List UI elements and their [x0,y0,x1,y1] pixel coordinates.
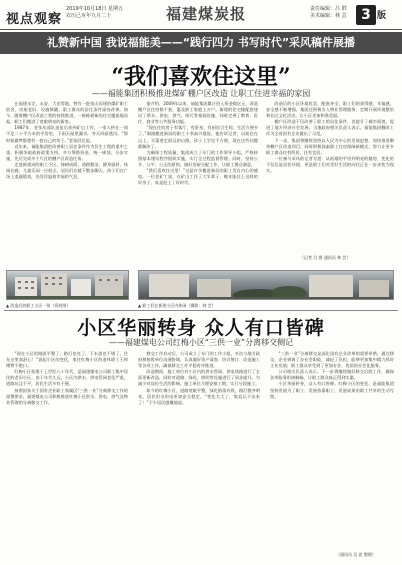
article1-column-2 [138,101,258,268]
paragraph: “三供一业”分离移交是深化国有企业改革的重要举措。通过移交，企业剥离了办社会职能，减轻了负担，能够更加集中精力抓好主业发展；职工群众享受到了更加专业、优质的社会化服务。 [270,351,394,369]
date-line: 2019年10月18日 星期五 [66,6,124,12]
section-divider [4,310,398,311]
article2-headline: 小区华丽转身 众人有口皆碑 [77,317,325,339]
paragraph: 1987年，老张从部队退伍后来到矿山工作，一家人挤在一间不足二十平方米的平房里，下雨天屋里漏水，冬天四面透风。“那时候做梦都想有一套自己的房子。”老张回忆说。 [6,125,128,143]
paragraph: 近年来，福能集团把改善职工居住条件作为民生工程的重中之重，积极争取政府政策支持，多方筹措资金，统一规划、分步实施，先后完成多个片区的棚户区改造任务。 [6,143,128,161]
article1-column-1 [6,101,128,268]
paragraph: 公司相关负责人表示，下一步将继续做好移交后续工作，确保各项服务衔接顺畅，让职工群众真正得到实惠。 [270,369,394,381]
issue-date [66,6,123,20]
photo1-caption: ▲ 改造后的职工小区一角（资料图） [6,303,71,308]
editor-credits [310,6,347,20]
editor-line: 责任编辑：吕 群 [310,6,347,12]
article1-subhead: ——福能集团积极推进煤矿棚户区改造 让职工住进幸福的家园 [91,89,311,98]
paragraph: 红梅小区始建于上世纪八十年代，是福建煤电公司职工集中居住的老旧小区。由于年代久远，小区内供水、供电管网老化严重，道路坑洼不平，居民生活多有不便。 [6,369,128,387]
page-number: 3 [356,5,376,25]
paragraph: 如今的红梅小区，道路宽敞平整，绿化错落有致，路灯整齐明亮，居民用水用电更加安全稳定。“变化太大了，简直认不出来了！”不少居民感慨地说。 [138,387,260,405]
paragraph: 据介绍，2009年以来，福能集团累计投入资金数亿元，改造棚户区住房数千套，惠及职工家庭上万户。新建的住宅楼配套建设了供水、供电、供气、排污等基础设施，同时完善了教育、医疗、商业等公共服务功能。 [138,101,258,125]
article2-column-1 [6,351,128,559]
paragraph: 走进新建成的职工小区，绿树成荫，道路整洁，健身器材、休闲长廊、儿童乐园一应俱全。居民们在楼下散步聊天，孩子们在广场上追逐嬉戏，处处洋溢着幸福的气息。 [6,161,128,180]
paragraph: “我们喜欢住这里！”这是许多搬进新居的职工发自内心的感叹。一位老矿工说，在矿山工作了大半辈子，晚年能住上这样的好房子，真是赶上了好时代。 [138,168,258,186]
paragraph: 在福建永定、永安、大田等地，曾有一批依山而建的煤矿职工宿舍，房屋老旧、设施简陋，职工群众的居住条件亟待改善。如今，随着棚户区改造工程的持续推进，一栋栋崭新的住宅楼拔地而起，职工们搬进了宽敞明亮的新家。 [6,101,128,125]
paragraph: 棚户区改造不仅改善了职工的居住条件，也提升了城市面貌，促进了地方经济社会发展。当地政府相关负责人表示，福能集团棚改工作为全省国有企业做出了示范。 [266,119,394,137]
paragraph: 改造后的小区环境优美，配套齐全，职工们的获得感、幸福感、安全感不断增强。集团还积极引入物业管理服务，定期开展环境整治和社区文化活动，让小区更加和谐美丽。 [266,101,394,119]
article2-column-3 [270,351,394,547]
paragraph: 一位参与采风的记者写道：从低矮的平房到明亮的楼房，变化的不仅仅是居住环境，更是职工们对美好生活的向往正在一步步变为现实。 [266,155,394,174]
art-editor-line: 美术编辑：林 芸 [310,13,347,19]
photo2-caption: ▲ 职工们在新建小区内休闲（摄影：林 芸） [138,303,216,308]
paragraph: 按照国家关于国有企业职工家属区“三供一业”分离移交工作的部署要求，福建煤电公司积极推进红梅小区供水、供电、供气及物业管理的分离移交工作。 [6,387,128,405]
apartment-buildings-image [7,271,129,300]
article1-headline: “我们喜欢住这里” [111,64,291,90]
paragraph: 小区华丽转身，众人有口皆碑。红梅小区的变化，是福能集团坚持发展为了职工、发展依靠职工、发展成果由职工共享的生动写照。 [270,381,394,399]
section-title: 视点观察 [6,12,63,27]
residents-courtyard-image [139,271,394,300]
feature-banner: 礼赞新中国 我说福能美——“践行四力 书写时代”采风稿件展播 [0,32,402,54]
paragraph: “现在小区的路面平整了，路灯也亮了，下水道也不堵了，住在这里真舒心！”说起小区的变化，家住红梅小区的退休职工王师傅赞不绝口。 [6,351,128,369]
article1-byline: （记者 吕 群 通讯员 林 芸） [300,255,351,260]
lunar-date-line: 农历己亥年九月二十 [66,13,112,19]
housing-photo-1 [6,270,129,300]
page-label: 版 [377,11,387,21]
article1-column-3 [266,101,394,251]
article2-subhead: ——福建煤电公司红梅小区“三供一业”分离移交侧记 [108,338,294,347]
article2-column-2 [138,351,260,559]
paragraph: 移交工作启动后，公司成立了专门的工作小组，多次与地方政府和接收单位沟通协调，认真做好资产清查、协议签订、改造施工等各项工作，确保移交工作平稳有序推进。 [138,351,260,369]
housing-photo-2 [138,270,394,300]
article2-byline: （通讯员 吴 思 整理） [336,552,376,557]
masthead: 福建煤炭报 [166,5,247,23]
paragraph: 为确保工程质量，集团成立了专门的工作领导小组，严格按照基本建设程序组织实施，实行全过程监督管理。同时，坚持公开、公平、公正的原则，做好房屋分配工作，让职工群众满意。 [138,149,258,167]
paragraph: 改造期间，施工单位对小区内的供水管网、供电线路进行了全面更新改造，同时对道路、绿化、照明等设施进行了同步提升。为减少对居民生活的影响，施工单位合理安排工期，实行分段施工。 [138,369,260,387]
page-header [0,0,402,30]
paragraph: “现在住的房子有客厅、有卧室、有厨房卫生间，生活方便多了。”刚刚搬进新居的职工小李高兴地说。他告诉记者，以前住在山上，买菜要走很远的山路，孩子上学也不方便，现在这些问题都解决了。 [138,125,258,149]
page-number-box [356,5,396,25]
paragraph: 下一步，集团将继续坚持以人民为中心的发展思想，加快推进剩余棚户区改造项目，同时积极探索职工住房保障新模式，努力让更多职工群众住有所居、住有宜居。 [266,137,394,155]
